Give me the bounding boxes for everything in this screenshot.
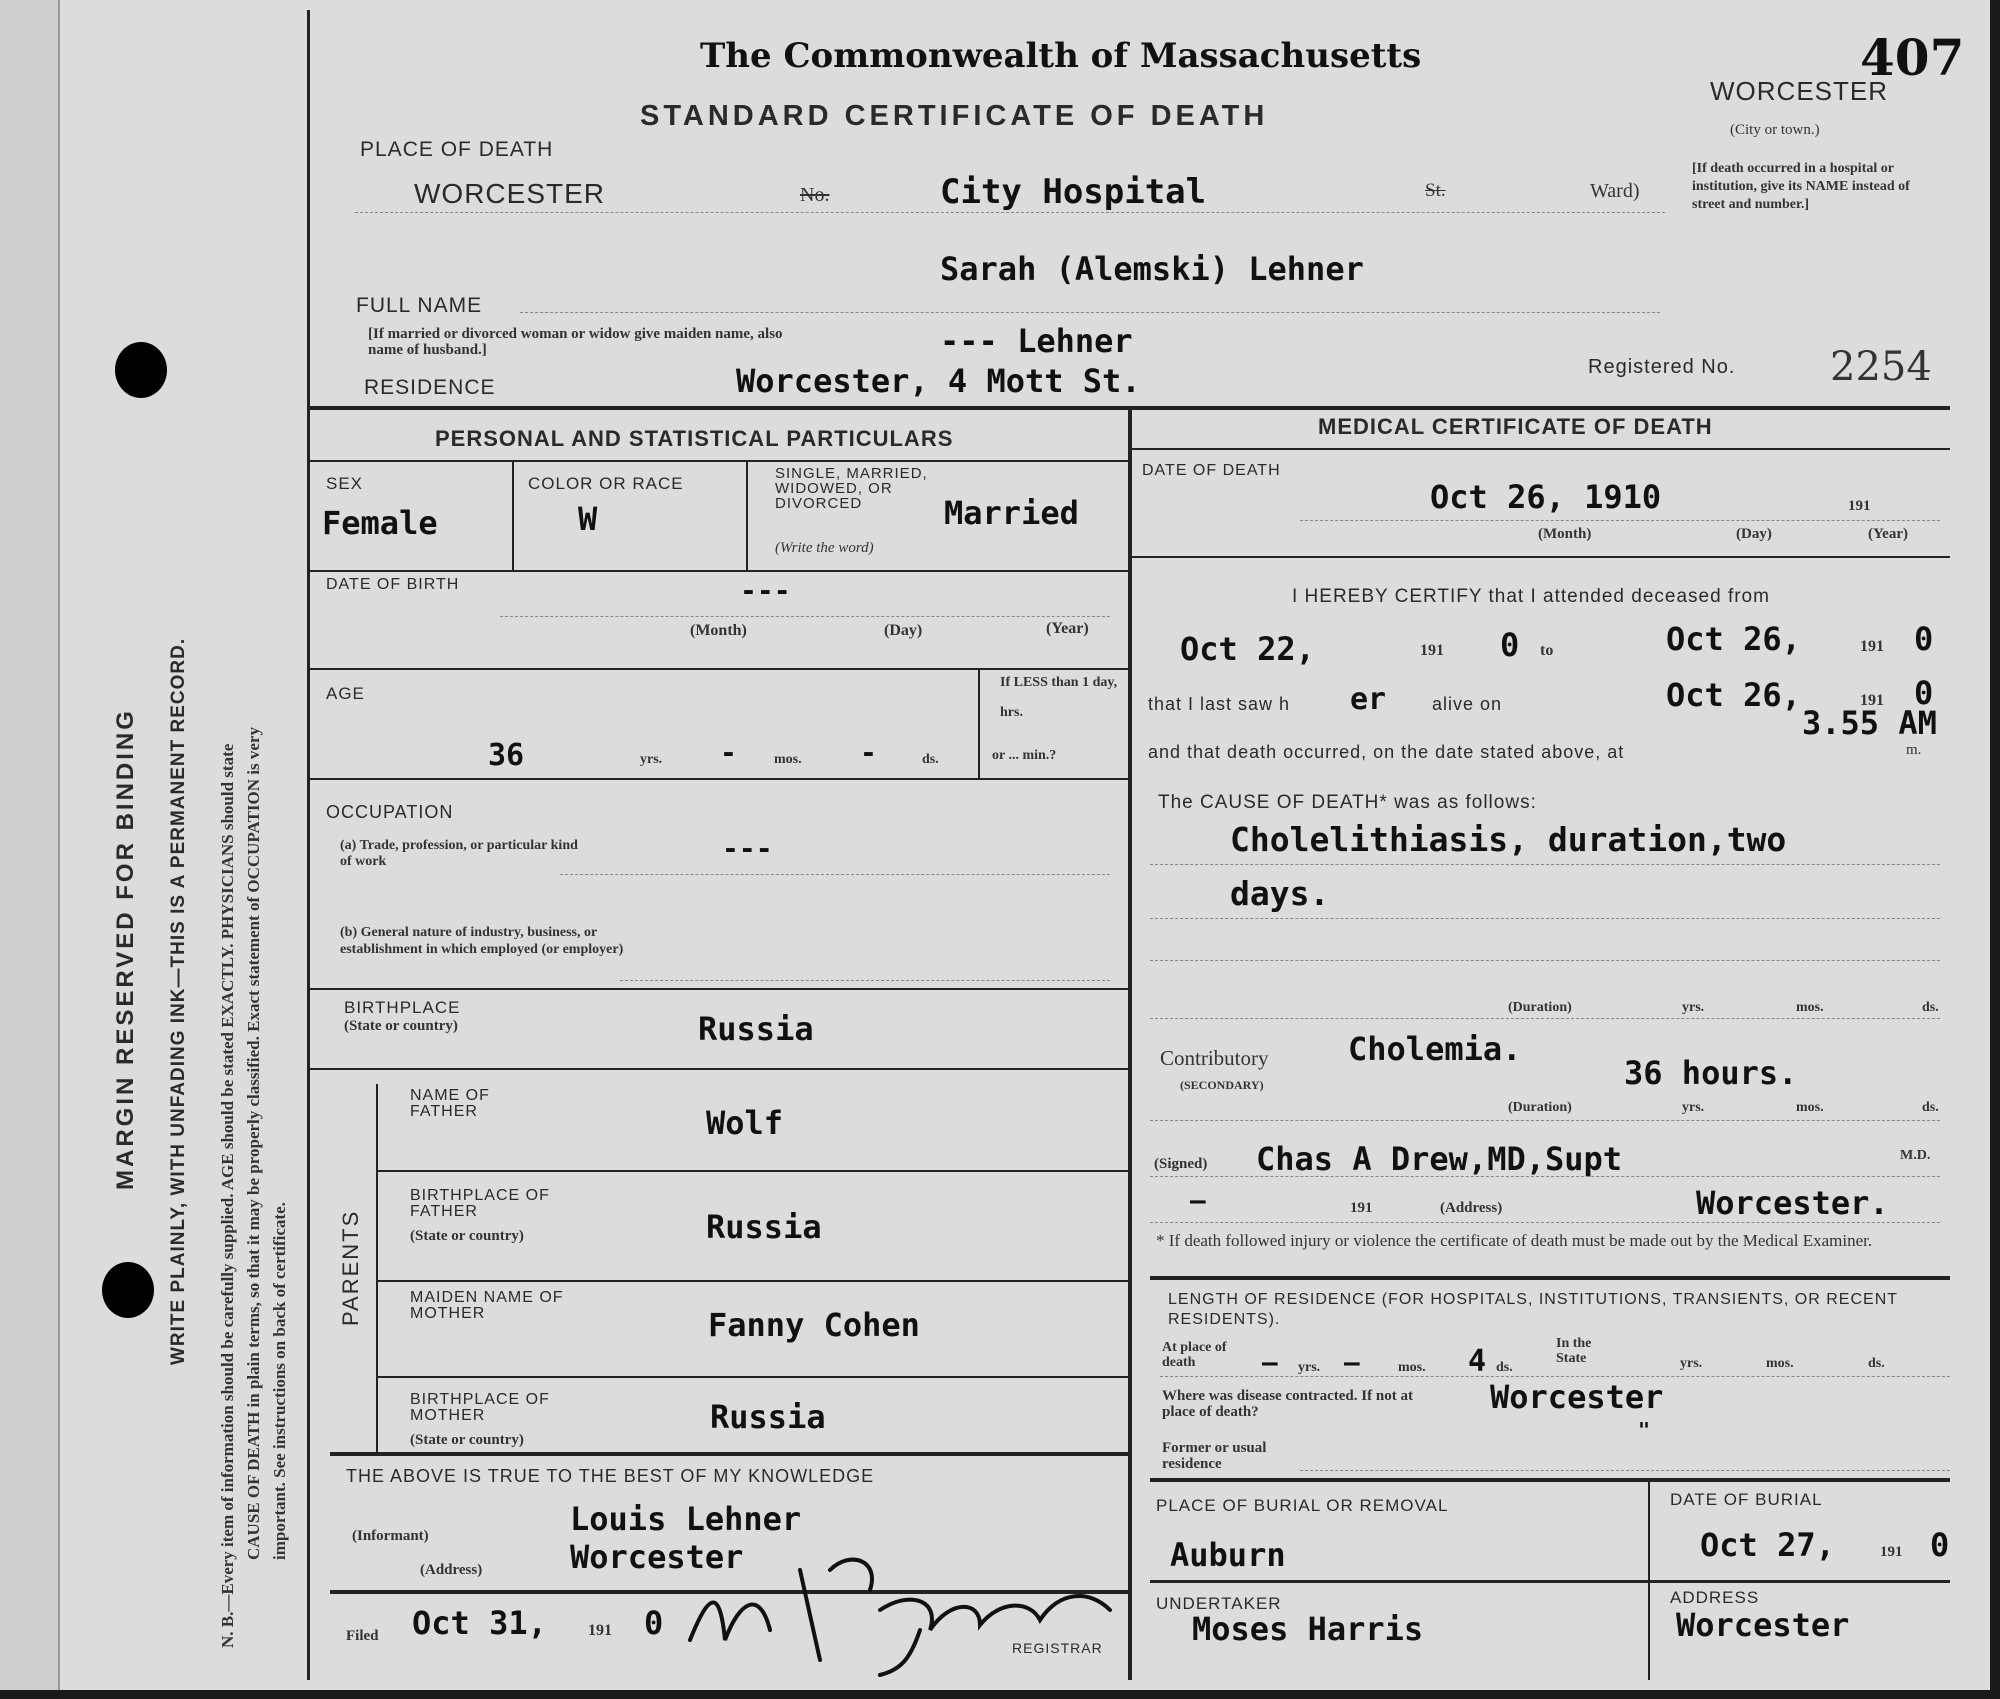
age-mos-label: mos. [774,752,802,767]
margin-nb-line1: N. B.—Every item of information should be carefully supplied. AGE should be stated EXACTLY. PHYSICIANS should state [218,743,237,1648]
last-saw-year: 191 [1860,692,1884,709]
certificate-number: 407 [1860,28,1965,87]
at-place-label: At place of death [1162,1340,1227,1370]
father-label: NAME OF FATHER [410,1087,490,1120]
contrib-yrs-label: yrs. [1682,1100,1705,1115]
burial-year-label: 191 [1880,1544,1903,1560]
binding-strip [0,0,60,1690]
cause-yrs-label: yrs. [1682,1000,1705,1015]
certify-text: I HEREBY CERTIFY that I attended deceased from [1292,586,1770,607]
death-time: 3.55 AM [1802,704,1937,742]
md-label: M.D. [1900,1148,1931,1163]
city-or-town-label: (City or town.) [1730,122,1820,138]
age-yrs-label: yrs. [640,752,663,767]
father-value: Wolf [706,1104,784,1142]
former-residence-label: Former or usual residence [1162,1440,1267,1472]
burial-date-label: DATE OF BURIAL [1670,1490,1823,1509]
contrib-duration-label: (Duration) [1508,1100,1572,1115]
informant-name: Louis Lehner [570,1500,802,1538]
attended-to-year: 191 [1860,638,1884,655]
burial-year-digit: 0 [1930,1526,1950,1564]
age-label: AGE [326,684,365,703]
mother-label: MAIDEN NAME OF MOTHER [410,1289,564,1322]
in-state-label: In the State [1556,1336,1592,1366]
sex-value: Female [322,504,438,542]
race-label: COLOR OR RACE [528,474,684,493]
certificate-title: STANDARD CERTIFICATE OF DEATH [640,100,1269,132]
informant-heading: THE ABOVE IS TRUE TO THE BEST OF MY KNOWLEDGE [346,1466,875,1486]
institution-note: [If death occurred in a hospital or institution, give its NAME instead of street and number.] [1692,161,1910,212]
rl-days-value: 4 [1468,1344,1487,1379]
father-birthplace-label: BIRTHPLACE OF FATHER [410,1187,550,1220]
full-name-value: Sarah (Alemski) Lehner [940,250,1364,288]
filed-year-label: 191 [588,1622,612,1639]
commonwealth-title: The Commonwealth of Massachusetts [700,36,1422,76]
burial-date: Oct 27, [1700,1526,1835,1564]
margin-nb-line3: important. See instructions on back of certificate. [270,1202,289,1560]
cause-duration-label: (Duration) [1508,1000,1572,1015]
contributory-duration: 36 hours. [1624,1054,1798,1092]
medical-heading: MEDICAL CERTIFICATE OF DEATH [1318,414,1713,439]
alive-on-label: alive on [1432,694,1503,714]
place-no-label: No. [800,184,830,206]
undertaker-name: Moses Harris [1192,1610,1424,1648]
cause-label: The CAUSE OF DEATH* was as follows: [1158,792,1537,813]
secondary-label: (SECONDARY) [1180,1078,1264,1092]
residence-label: RESIDENCE [364,376,496,399]
registered-label: Registered No. [1588,356,1736,378]
undertaker-label: UNDERTAKER [1156,1594,1282,1613]
rl-state-mos: mos. [1766,1356,1794,1371]
cause-mos-label: mos. [1796,1000,1824,1015]
place-st-label: St. [1425,180,1446,201]
signed-value: Chas A Drew,MD,Supt [1256,1140,1623,1178]
mother-birthplace-hint: (State or country) [410,1432,524,1448]
informant-address-label: (Address) [420,1562,483,1578]
dod-year-label: (Year) [1868,526,1908,542]
margin-nb-line2: CAUSE OF DEATH in plain terms, so that it may be properly classified. Exact statement of OCCUPATION is very [244,727,263,1560]
contrib-ds-label: ds. [1922,1100,1939,1115]
mother-birthplace-label: BIRTHPLACE OF MOTHER [410,1391,550,1424]
attended-from-date: Oct 22, [1180,630,1315,668]
residence-length-label: LENGTH OF RESIDENCE (FOR HOSPITALS, INSTITUTIONS, TRANSIENTS, OR RECENT RESIDENTS). [1168,1291,1898,1328]
dob-month-label: (Month) [690,622,747,639]
contracted-label: Where was disease contracted. If not at place of death? [1162,1388,1413,1420]
rl-yrs-label: yrs. [1298,1360,1321,1375]
rl-state-yrs: yrs. [1680,1356,1703,1371]
burial-place-label: PLACE OF BURIAL OR REMOVAL [1156,1496,1449,1515]
husband-name: --- Lehner [940,322,1133,360]
dob-year-label: (Year) [1046,620,1089,637]
burial-place: Auburn [1170,1536,1286,1574]
city-stamp: WORCESTER [1710,76,1888,106]
certificate-sheet: MARGIN RESERVED FOR BINDING WRITE PLAINLY, WITH UNFADING INK—THIS IS A PERMANENT RECORD. N. B.—Every item of information should be carefully supplied. AGE should be stated EXACTLY. PHYSICIANS should state CAUSE OF DEATH in plain terms, so that it may be properly classified. Exact statement of OCCUPATION is very important. See instructions on back of certificate. The Commonwealth of Massachusetts STANDARD CERTIFICATE OF DEATH 407 WORCESTER (City or town.) [If death occurred in a hospital or institution, give its NAME instead of street and number.] PLACE OF DEATH WORCESTER No. City Hospital St. Ward) Sarah (Alemski) Lehner FULL NAME [If married or divorced woman or widow give maiden name, also name of husband.] --- Lehner RESIDENCE Worcester, 4 Mott St. Registered No. 2254 PERSONAL AND STATISTICAL PARTICULARS SEX Female COLOR OR RACE W SINGLE, MARRIED, WIDOWED, OR DIVORCED (Write the word) Married DATE OF BIRTH --- (Month) (Day) (Year) AGE 36 yrs. - mos. - ds. If LESS than 1 day, hrs. or ... min.? OCCUPATION (a) Trade, profession, or particular kind of work --- (b) General nature of industry, business, or establishment in which employed (or employer) BIRTHPLACE (State or country) Russia PARENTS NAME OF FATHER Wolf BIRTHPLACE OF FATHER (State or country) Russia MAIDEN NAME OF MOTHER Fanny Cohen BIRTHPLACE OF MOTHER (State or country) Russia THE ABOVE IS TRUE TO THE BEST OF MY KNOWLEDGE (Informant) Louis Lehner (Address) Worcester Filed Oct 31, 191 0 REGISTRAR MEDICAL CERTIFICATE OF DEATH DATE OF DEATH Oct 26, 1910 191 (Month) (Day) (Year) I HEREBY CERTIFY that I attended deceased from Oct 22, 191 0 to Oct 26, 191 0 that I last saw h er alive on Oct 26, 191 0 and that death occurred, on the date stated above, at 3.55 AM m. The CAUSE OF DEATH* was as follows: Cholelithiasis, duration,two days. (Duration) yrs. mos. ds. Contributory (SECONDARY) Cholemia. 36 hours. (Duration) yrs. mos. ds. (Signed) Chas A Drew,MD,Supt M.D. — 191 (Address) Worcester. * If death followed injury or violence the certificate of death must be made out by the Medical Examiner. LENGTH OF RESIDENCE (FOR HOSPITALS, INSTITUTIONS, TRANSIENTS, OR RECENT RESIDENTS). At place of death – yrs. – mos. 4 ds. In the State yrs. mos. ds. Where was disease contracted. If not at place of death? Worcester " Former or usual residence PLACE OF BURIAL OR REMOVAL Auburn DATE OF BURIAL Oct 27, 191 0 UNDERTAKER Moses Harris ADDRESS Worcester [0,0,1990,1690]
rl-ds-label: ds. [1496,1360,1513,1375]
personal-heading: PERSONAL AND STATISTICAL PARTICULARS [435,426,954,451]
father-birthplace-hint: (State or country) [410,1228,524,1244]
binding-hole-top [115,342,167,398]
cause-line-1: Cholelithiasis, duration,two [1230,820,1787,859]
last-saw-date: Oct 26, [1666,676,1801,714]
occupation-b-label: (b) General nature of industry, business, or establishment in which employed (or employer) [340,925,624,957]
registrar-signature [680,1530,1120,1680]
married-note: [If married or divorced woman or widow give maiden name, also name of husband.] [368,326,783,358]
center-divider [1128,410,1132,1680]
residence-value: Worcester, 4 Mott St. [736,362,1141,400]
dod-label: DATE OF DEATH [1142,462,1281,479]
mother-value: Fanny Cohen [708,1306,920,1344]
father-birthplace-value: Russia [706,1208,822,1246]
signed-label: (Signed) [1154,1156,1208,1172]
dob-label: DATE OF BIRTH [326,576,460,593]
contracted-value: Worcester [1490,1378,1664,1416]
filed-year-digit: 0 [644,1604,664,1642]
dob-day-label: (Day) [884,622,923,639]
contrib-mos-label: mos. [1796,1100,1824,1115]
informant-address: Worcester [570,1538,744,1576]
occupation-a-label: (a) Trade, profession, or particular kind of work [340,838,578,869]
filed-label: Filed [346,1628,379,1644]
parents-label: PARENTS [338,1209,363,1326]
dod-day-label: (Day) [1736,526,1772,542]
place-ward-label: Ward) [1590,180,1640,202]
dod-year-printed: 191 [1848,498,1871,514]
marital-label: SINGLE, MARRIED, WIDOWED, OR DIVORCED [775,465,928,512]
age-ds-label: ds. [922,752,939,767]
informant-label: (Informant) [352,1528,429,1544]
last-saw-text: that I last saw h [1148,694,1291,714]
contracted-ditto: " [1638,1418,1651,1442]
birthplace-hint: (State or country) [344,1018,458,1034]
death-time-m: m. [1906,742,1922,758]
dod-value: Oct 26, 1910 [1430,478,1662,516]
signed-year-label: 191 [1350,1200,1373,1216]
age-value: 36 [488,738,525,773]
marital-hint: (Write the word) [775,540,874,556]
filed-date: Oct 31, [412,1604,547,1642]
form-left-border [307,10,310,1680]
dob-value: --- [740,574,791,607]
attended-from-digit: 0 [1500,626,1520,664]
full-name-label: FULL NAME [356,294,483,317]
less-than-note: If LESS than 1 day, hrs. [1000,675,1118,720]
undertaker-address-label: ADDRESS [1670,1588,1760,1607]
or-min-label: or ... min.? [992,748,1057,763]
rl-state-ds: ds. [1868,1356,1885,1371]
occupation-value: --- [722,832,773,865]
last-saw-her: er [1350,682,1387,717]
sex-label: SEX [326,474,364,493]
margin-ink-text: WRITE PLAINLY, WITH UNFADING INK—THIS IS A PERMANENT RECORD. [168,637,189,1365]
margin-binding-text: MARGIN RESERVED FOR BINDING [112,708,139,1190]
binding-hole-bottom [102,1262,154,1318]
cause-line-2: days. [1230,874,1330,913]
place-hospital: City Hospital [940,172,1207,212]
last-saw-digit: 0 [1914,674,1934,712]
place-city: WORCESTER [414,178,605,209]
place-of-death-label: PLACE OF DEATH [360,138,554,161]
race-value: W [578,500,598,538]
mother-birthplace-value: Russia [710,1398,826,1436]
occupation-label: OCCUPATION [326,802,454,822]
attended-to-label: to [1540,642,1554,659]
death-occurred-text: and that death occurred, on the date stated above, at [1148,742,1625,762]
birthplace-label: BIRTHPLACE [344,998,461,1017]
registrar-label: REGISTRAR [1012,1640,1103,1656]
birthplace-value: Russia [698,1010,814,1048]
signed-address-label: (Address) [1440,1200,1503,1216]
attended-to-digit: 0 [1914,620,1934,658]
registered-number: 2254 [1830,344,1932,390]
marital-value: Married [944,494,1079,532]
contributory-value: Cholemia. [1348,1030,1522,1068]
signed-address: Worcester. [1696,1184,1889,1222]
contributory-label: Contributory [1160,1046,1269,1070]
attended-to-date: Oct 26, [1666,620,1801,658]
attended-from-year: 191 [1420,642,1444,659]
dod-month-label: (Month) [1538,526,1592,542]
footnote: * If death followed injury or violence the certificate of death must be made out by the Medical Examiner. [1156,1231,1873,1250]
rl-mos-label: mos. [1398,1360,1426,1375]
cause-ds-label: ds. [1922,1000,1939,1015]
undertaker-address: Worcester [1676,1606,1850,1644]
